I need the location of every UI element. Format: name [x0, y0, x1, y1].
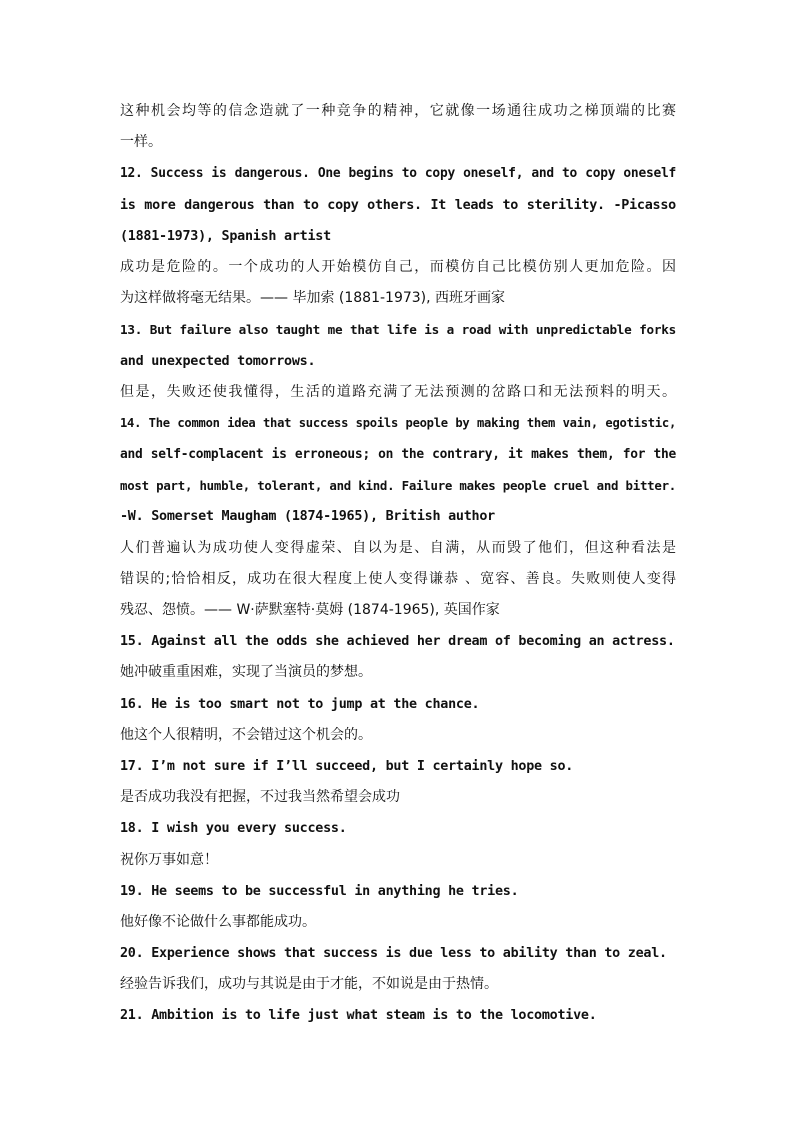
text-line: 17. I’m not sure if I’ll succeed, but I certainly hope so. — [120, 758, 574, 774]
text-line: 错误的;恰恰相反，成功在很大程度上使人变得谦恭 、宽容、善良。失败则使人变得 — [120, 570, 676, 587]
text-line: 12. Success is dangerous. One begins to copy oneself, and to copy oneself — [120, 166, 676, 182]
document-body — [120, 96, 676, 1032]
text-line: 经验告诉我们，成功与其说是由于才能，不如说是由于热情。 — [120, 976, 498, 993]
text-line: -W. Somerset Maugham (1874-1965), British author — [120, 509, 495, 525]
text-line: 18. I wish you every success. — [120, 821, 347, 837]
text-line: 残忍、怨愤。—— W·萨默塞特·莫姆 (1874-1965), 英国作家 — [120, 602, 500, 618]
text-line: 20. Experience shows that success is due less to ability than to zeal. — [120, 946, 667, 962]
text-line: and unexpected tomorrows. — [120, 353, 316, 369]
text-line: 为这样做将毫无结果。—— 毕加索 (1881-1973), 西班牙画家 — [120, 290, 506, 307]
text-line: 成功是危险的。一个成功的人开始模仿自己，而模仿自己比模仿别人更加危险。因 — [120, 258, 676, 275]
text-line: 他这个人很精明，不会错过这个机会的。 — [120, 726, 372, 743]
text-line: 21. Ambition is to life just what steam is to the locomotive. — [120, 1008, 597, 1024]
text-line: and self-complacent is erroneous; on the contrary, it makes them, for the — [120, 447, 676, 463]
text-line: 这种机会均等的信念造就了一种竞争的精神，它就像一场通往成功之梯顶端的比赛 — [120, 103, 676, 119]
text-line: 是否成功我没有把握，不过我当然希望会成功 — [120, 789, 400, 806]
text-line: 19. He seems to be successful in anything he tries. — [120, 883, 519, 899]
text-line: is more dangerous than to copy others. It leads to sterility. -Picasso — [120, 197, 676, 213]
text-line: (1881-1973), Spanish artist — [120, 228, 331, 244]
text-line: most part, humble, tolerant, and kind. Failure makes people cruel and bitter. — [120, 478, 676, 494]
text-line: 祝你万事如意！ — [120, 851, 218, 868]
text-line: 16. He is too smart not to jump at the chance. — [120, 696, 480, 712]
text-line: 15. Against all the odds she achieved her dream of becoming an actress. — [120, 634, 675, 650]
text-line: 一样。 — [120, 134, 162, 151]
text-line: 她冲破重重困难，实现了当演员的梦想。 — [120, 664, 372, 681]
text-line: 13. But failure also taught me that life is a road with unpredictable forks — [120, 322, 676, 338]
text-line: 人们普遍认为成功使人变得虚荣、自以为是、自满，从而毁了他们，但这种看法是 — [120, 539, 676, 556]
text-line: 但是，失败还使我懂得，生活的道路充满了无法预测的岔路口和无法预料的明天。 — [120, 383, 676, 400]
text-line: 14. The common idea that success spoils people by making them vain, egotistic, — [120, 415, 676, 430]
text-line: 他好像不论做什么事都能成功。 — [120, 913, 316, 930]
